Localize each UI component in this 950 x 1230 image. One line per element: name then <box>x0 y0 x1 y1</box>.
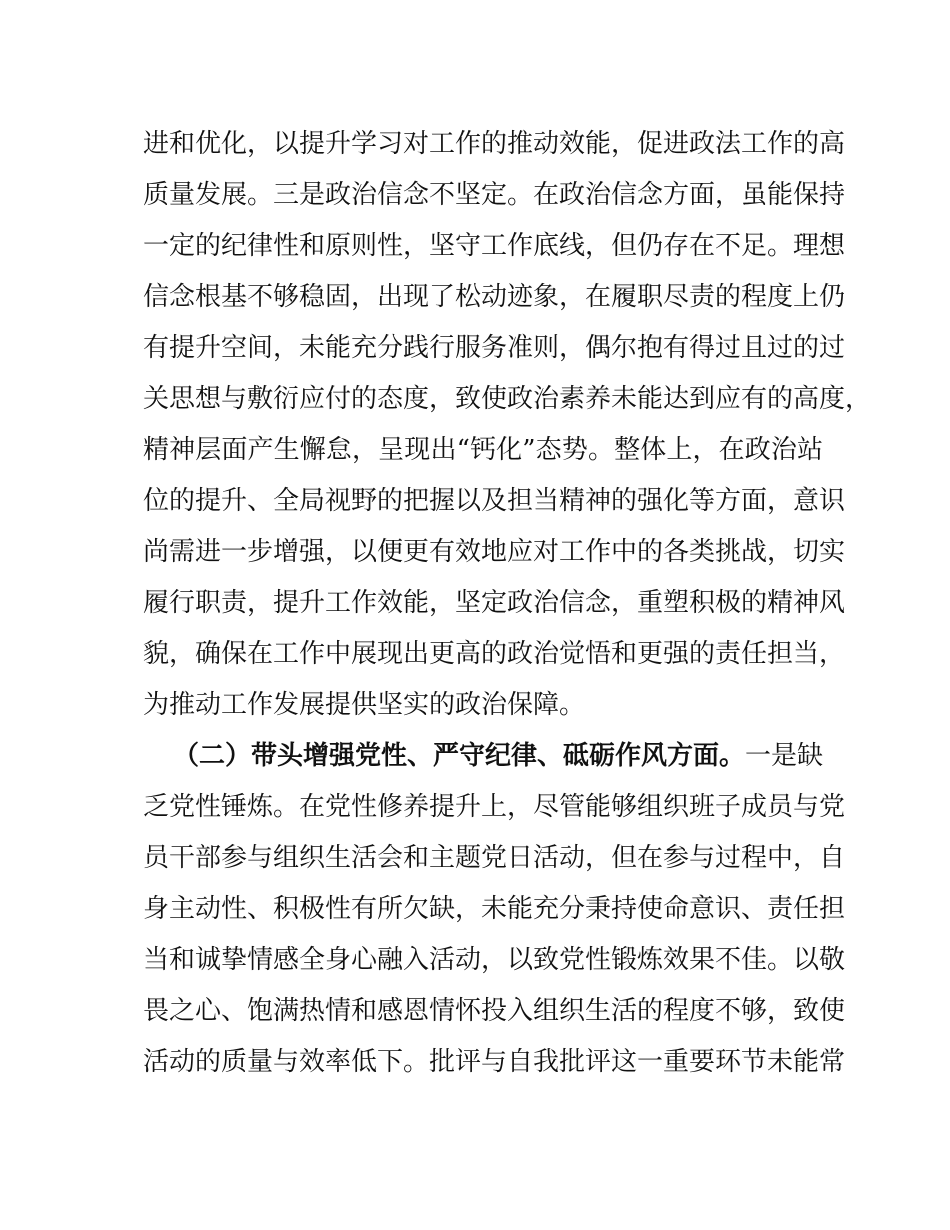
paragraph-line: 身主动性、积极性有所欠缺，未能充分秉持使命意识、责任担 <box>143 894 846 924</box>
paragraph-line: 位的提升、全局视野的把握以及担当精神的强化等方面，意识 <box>143 486 846 516</box>
paragraph-line: 为推动工作发展提供坚实的政治保障。 <box>143 690 586 720</box>
paragraph-line: 乏党性锤炼。在党性修养提升上，尽管能够组织班子成员与党 <box>143 792 846 822</box>
paragraph-line: 精神层面产生懈怠，呈现出“钙化”态势。整体上，在政治站 <box>143 435 823 465</box>
section-heading-line <box>173 736 823 776</box>
paragraph-line: 进和优化，以提升学习对工作的推动效能，促进政法工作的高 <box>143 129 846 159</box>
paragraph-line: 活动的质量与效率低下。批评与自我批评这一重要环节未能常 <box>143 1047 846 1077</box>
section-heading: （二）带头增强党性、严守纪律、砥砺作风方面。 <box>173 741 746 771</box>
paragraph-line: 信念根基不够稳固，出现了松动迹象，在履职尽责的程度上仍 <box>143 282 846 312</box>
paragraph-line-rest: 一是缺 <box>745 741 824 771</box>
paragraph-line: 当和诚挚情感全身心融入活动，以致党性锻炼效果不佳。以敬 <box>143 945 846 975</box>
paragraph-line: 貌，确保在工作中展现出更高的政治觉悟和更强的责任担当， <box>143 639 846 669</box>
paragraph-line: 履行职责，提升工作效能，坚定政治信念，重塑积极的精神风 <box>143 588 846 618</box>
paragraph-line: 关思想与敷衍应付的态度，致使政治素养未能达到应有的高度， <box>143 384 872 414</box>
paragraph-line: 一定的纪律性和原则性，坚守工作底线，但仍存在不足。理想 <box>143 231 846 261</box>
paragraph-line: 有提升空间，未能充分践行服务准则，偶尔抱有得过且过的过 <box>143 333 846 363</box>
paragraph-line: 畏之心、饱满热情和感恩情怀投入组织生活的程度不够，致使 <box>143 996 846 1026</box>
paragraph-line: 质量发展。三是政治信念不坚定。在政治信念方面，虽能保持 <box>143 180 846 210</box>
paragraph-line: 员干部参与组织生活会和主题党日活动，但在参与过程中，自 <box>143 843 846 873</box>
paragraph-line: 尚需进一步增强，以便更有效地应对工作中的各类挑战，切实 <box>143 537 846 567</box>
